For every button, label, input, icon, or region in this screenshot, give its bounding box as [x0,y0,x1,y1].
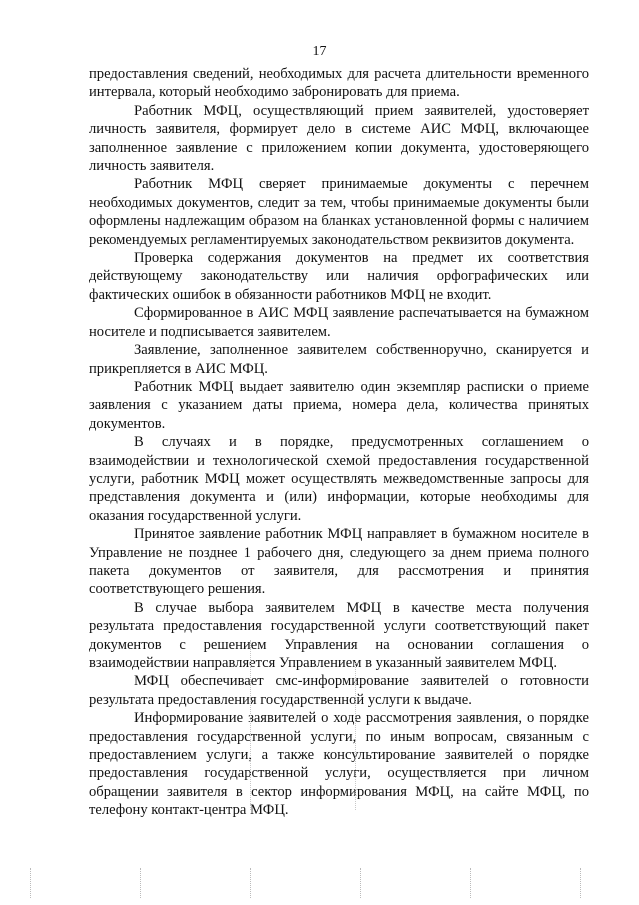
paragraph: Информирование заявителей о ходе рассмотрения заявления, о порядке предоставления государственной услуги, по иным вопросам, связанным с предоставлением услуги, а также консультирование заявителей о порядке предоставления государственной услуги, осуществляется при личном обращении заявителя в сектор информирования МФЦ, на сайте МФЦ, по телефону контакт-центра МФЦ. [89,710,589,819]
paragraph: Сформированное в АИС МФЦ заявление распечатывается на бумажном носителе и подписывается заявителем. [89,305,589,340]
scan-artifact [140,868,142,898]
scan-artifact [360,868,362,898]
document-body [89,65,589,820]
paragraph: Работник МФЦ, осуществляющий прием заявителей, удостоверяет личность заявителя, формирует дело в системе АИС МФЦ, включающее заполненное заявление с приложением копии документа, удостоверяющего личность заявителя. [89,102,589,175]
scan-artifact [470,868,472,898]
scan-artifact [250,640,251,810]
page-number: 17 [312,44,327,59]
paragraph: предоставления сведений, необходимых для расчета длительности временного интервала, который необходимо забронировать для приема. [89,66,589,101]
scan-artifact [30,868,32,898]
paragraph: В случаях и в порядке, предусмотренных соглашением о взаимодействии и технологической схемой предоставления государственной услуги, работник МФЦ может осуществлять межведомственные запросы для представления документа и (или) информации, которые необходимы для оказания государственной услуги. [89,434,589,524]
paragraph: В случае выбора заявителем МФЦ в качестве места получения результата предоставления государственной услуги соответствующий пакет документов с решением Управления на основании соглашения о взаимодействии направляется Управлением в указанный заявителем МФЦ. [89,599,589,671]
paragraph: Принятое заявление работник МФЦ направляет в бумажном носителе в Управление не позднее 1 рабочего дня, следующего за днем приема полного пакета документов от заявителя, для рассмотрения и принятия соответствующего решения. [89,526,589,598]
scan-artifact [355,660,356,810]
paragraph: Заявление, заполненное заявителем собственноручно, сканируется и прикрепляется в АИС МФЦ. [89,342,589,377]
scan-artifact [250,868,252,898]
paragraph: Работник МФЦ сверяет принимаемые документы с перечнем необходимых документов, следит за тем, чтобы принимаемые документы были оформлены надлежащим образом на бланках установленной формы с наличием рекомендуемых регламентируемых законодательством реквизитов документа. [89,176,589,248]
scan-artifact [580,868,582,898]
paragraph: Работник МФЦ выдает заявителю один экземпляр расписки о приеме заявления с указанием даты приема, номера дела, количества принятых документов. [89,378,589,432]
paragraph: МФЦ обеспечивает смс-информирование заявителей о готовности результата предоставления государственной услуги к выдаче. [89,673,589,708]
paragraph: Проверка содержания документов на предмет их соответствия действующему законодательству или наличия орфографических или фактических ошибок в обязанности работников МФЦ не входит. [89,250,589,303]
